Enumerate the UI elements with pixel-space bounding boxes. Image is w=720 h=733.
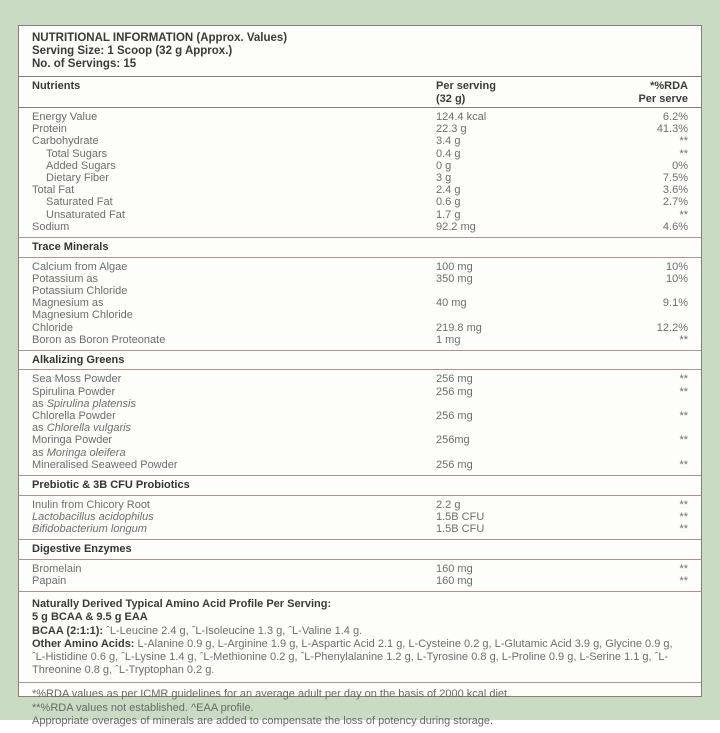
- nutrient-row: [32, 273, 688, 297]
- nutrient-amount: 256 mg: [436, 410, 473, 423]
- amino-other-line: [32, 638, 688, 678]
- nutrient-amount: 22.3 g: [436, 123, 467, 136]
- nutrient-name-line1: Potassium as: [32, 272, 99, 285]
- nutrient-name-line1: Boron as Boron Proteonate: [32, 333, 166, 346]
- nutrient-name-line1: Bifidobacterium longum: [32, 522, 147, 535]
- nutrient-name-line1: Chlorella Powder: [32, 410, 116, 423]
- nutrient-name: [32, 499, 436, 511]
- nutrient-name-line2: [32, 447, 436, 459]
- section-rows: [19, 258, 701, 350]
- nutrient-rda: **: [679, 410, 688, 423]
- nutrient-name: [32, 111, 436, 123]
- nutrient-amount: 256mg: [436, 434, 470, 447]
- nutrient-name-line1: Magnesium as: [32, 297, 104, 310]
- nutrient-row: [32, 334, 688, 346]
- nutrient-amount: 100 mg: [436, 260, 473, 273]
- nutrient-amount: 0 g: [436, 159, 452, 172]
- nutrient-row: [32, 148, 688, 160]
- nutrient-name: [32, 261, 436, 273]
- nutrient-amount: 3.4 g: [436, 135, 461, 148]
- other-amino-values: L-Alanine 0.9 g, L-Arginine 1.9 g, L-Aspartic Acid 2.1 g, L-Cysteine 0.2 g, L-Glutamic Acid 3.9 g, Glycine 0.9 g, ˆL-Histidine 0.6 g, ˆL-Lysine 1.4 g, ˆL-Methionine 0.2 g, ˆL-Phenylalanine 1.2 g, L-Tyrosine 0.8 g, L-Proline 0.9 g, L-Serine 1.1 g, ˆL-Threonine 0.8 g, ˆL-Tryptophan 0.2 g.: [32, 637, 673, 677]
- nutrient-name-line1: Energy Value: [32, 111, 98, 123]
- nutrient-rda: **: [679, 135, 688, 148]
- nutrient-name-line1: Saturated Fat: [46, 196, 113, 209]
- nutrient-amount: 256 mg: [436, 373, 473, 386]
- nutrient-name: [32, 273, 436, 297]
- nutrient-row: [32, 184, 688, 196]
- nutrient-name-line1: Papain: [32, 574, 67, 587]
- nutrient-rda: **: [679, 562, 688, 575]
- section-header: Digestive Enzymes: [19, 539, 701, 560]
- nutrient-row: [32, 111, 688, 123]
- nutrient-rda: 6.2%: [662, 111, 688, 123]
- nutrient-rda: **: [679, 458, 688, 471]
- nutrient-amount: 0.6 g: [436, 196, 461, 209]
- amino-heading: Naturally Derived Typical Amino Acid Profile Per Serving:: [32, 598, 332, 611]
- nutrient-rda: 9.1%: [662, 297, 688, 310]
- nutrient-rda: 10%: [665, 272, 688, 285]
- nutrient-name: [32, 563, 436, 575]
- nutrient-name: [32, 221, 436, 233]
- nutrient-rda: 4.6%: [662, 220, 688, 233]
- nutrient-name: [32, 209, 436, 221]
- nutrient-name: [32, 334, 436, 346]
- nutrient-row: [32, 511, 688, 523]
- nutrient-name: [32, 148, 436, 160]
- section-header: Alkalizing Greens: [19, 350, 701, 371]
- footnote-rda-guidelines: *%RDA values as per ICMR guidelines for an average adult per day on the basis of 2000 kcal diet.: [32, 688, 511, 701]
- nutrient-row: [32, 523, 688, 535]
- nutrient-amount: 2.4 g: [436, 184, 461, 197]
- section-rows: [19, 560, 701, 591]
- nutrient-name-line1: Sea Moss Powder: [32, 373, 122, 386]
- species-prefix: as: [32, 422, 47, 435]
- column-header-row: [19, 76, 701, 108]
- section-rows: [19, 108, 701, 237]
- nutrient-rda: 12.2%: [656, 321, 688, 334]
- servings-count: No. of Servings: 15: [32, 58, 137, 70]
- nutrient-rda: **: [679, 498, 688, 511]
- nutrient-name-line2: [32, 422, 436, 434]
- column-per-serving-line2: (32 g): [436, 92, 466, 105]
- species-name: Moringa oleifera: [46, 446, 126, 459]
- nutrient-name: [32, 434, 436, 458]
- nutrient-amount: 1.7 g: [436, 208, 461, 221]
- nutrient-row: [32, 499, 688, 511]
- nutrient-name-line1: Bromelain: [32, 562, 82, 575]
- nutrient-name: [32, 523, 436, 535]
- nutrient-name-line1: Inulin from Chicory Root: [32, 498, 150, 511]
- nutrient-amount: 124.4 kcal: [436, 111, 487, 123]
- nutrient-name: [32, 575, 436, 587]
- column-per-serving-line1: Per serving: [436, 80, 496, 92]
- nutrient-row: [32, 575, 688, 587]
- label-header: [19, 26, 701, 76]
- nutrient-name-line1: Moringa Powder: [32, 434, 113, 447]
- nutrient-amount: 256 mg: [436, 458, 473, 471]
- nutrient-rda: 7.5%: [662, 172, 688, 185]
- nutrient-name-line1: Calcium from Algae: [32, 260, 128, 273]
- column-rda: [611, 80, 688, 105]
- nutrient-name-line1: Total Fat: [32, 184, 75, 197]
- column-nutrients: Nutrients: [32, 80, 81, 92]
- nutrient-name-line2: Potassium Chloride: [32, 284, 128, 297]
- nutrient-rda: **: [679, 510, 688, 523]
- nutrient-name-line1: Unsaturated Fat: [46, 208, 125, 221]
- nutrient-name: [32, 172, 436, 184]
- nutrient-row: [32, 386, 688, 410]
- other-amino-label: Other Amino Acids:: [32, 637, 135, 650]
- nutrient-name-line1: Total Sugars: [46, 147, 108, 160]
- nutrient-rda: 3.6%: [662, 184, 688, 197]
- species-prefix: as: [32, 446, 47, 459]
- nutrient-amount: 256 mg: [436, 385, 473, 398]
- nutrient-name-line1: Chloride: [32, 321, 73, 334]
- footnote-not-established: **%RDA values not established. ^EAA profile.: [32, 701, 254, 714]
- nutrient-amount: 40 mg: [436, 297, 467, 310]
- nutrient-name-line1: Added Sugars: [46, 159, 116, 172]
- nutrient-name: [32, 196, 436, 208]
- nutrient-rda: **: [679, 574, 688, 587]
- column-rda-line2: Per serve: [638, 92, 688, 105]
- nutrient-row: [32, 459, 688, 471]
- nutrition-facts-panel: [18, 25, 702, 727]
- column-rda-line1: *%RDA: [650, 80, 688, 92]
- nutrient-name: [32, 386, 436, 410]
- nutrient-amount: 0.4 g: [436, 147, 461, 160]
- footnotes: [19, 682, 701, 733]
- nutrient-rda: 10%: [665, 260, 688, 273]
- nutrient-rda: 0%: [672, 159, 688, 172]
- section-rows: [19, 496, 701, 540]
- nutrient-rda: **: [679, 208, 688, 221]
- nutrient-amount: 1 mg: [436, 333, 461, 346]
- section-rows: [19, 370, 701, 475]
- bcaa-values: ˆL-Leucine 2.4 g, ˆL-Isoleucine 1.3 g, ˆL-Valine 1.4 g.: [103, 624, 363, 637]
- nutrient-amount: 160 mg: [436, 574, 473, 587]
- nutrient-name-line1: Protein: [32, 123, 67, 136]
- nutrient-amount: 1.5B CFU: [436, 522, 485, 535]
- nutrient-rda: **: [679, 434, 688, 447]
- nutrient-amount: 219.8 mg: [436, 321, 482, 334]
- nutrient-name: [32, 511, 436, 523]
- species-name: Chlorella vulgaris: [46, 422, 132, 435]
- serving-size: Serving Size: 1 Scoop (32 g Approx.): [32, 45, 233, 57]
- nutrient-name: [32, 184, 436, 196]
- amino-bcaa-line: [32, 625, 688, 638]
- nutrient-rda: **: [679, 333, 688, 346]
- column-per-serving: [436, 80, 611, 105]
- section-header: Trace Minerals: [19, 237, 701, 258]
- nutrient-rda: 2.7%: [662, 196, 688, 209]
- nutrient-rda: **: [679, 522, 688, 535]
- nutrient-name-line2: [32, 398, 436, 410]
- bcaa-label: BCAA (2:1:1):: [32, 624, 104, 637]
- species-prefix: as: [32, 397, 47, 410]
- nutrient-row: [32, 373, 688, 385]
- nutrient-rda: **: [679, 147, 688, 160]
- nutrient-amount: 160 mg: [436, 562, 473, 575]
- nutrient-row: [32, 123, 688, 135]
- nutrient-row: [32, 196, 688, 208]
- nutrient-name-line1: Dietary Fiber: [46, 172, 109, 185]
- nutrient-amount: 92.2 mg: [436, 220, 476, 233]
- nutrient-rda: **: [679, 373, 688, 386]
- nutrient-row: [32, 434, 688, 458]
- nutrient-name: [32, 373, 436, 385]
- nutrient-row: [32, 261, 688, 273]
- section-header: Prebiotic & 3B CFU Probiotics: [19, 475, 701, 496]
- nutrient-name-line1: Lactobacillus acidophilus: [32, 510, 154, 523]
- nutrient-name: [32, 160, 436, 172]
- nutrient-row: [32, 221, 688, 233]
- sections-container: [19, 108, 701, 591]
- nutrient-name-line1: Spirulina Powder: [32, 385, 116, 398]
- nutrient-name-line1: Sodium: [32, 220, 70, 233]
- nutrient-row: [32, 410, 688, 434]
- nutrient-row: [32, 135, 688, 147]
- nutrient-row: [32, 297, 688, 321]
- nutrient-name: [32, 410, 436, 434]
- nutrient-row: [32, 563, 688, 575]
- nutrient-rda: 41.3%: [656, 123, 688, 136]
- nutrient-name-line2: Magnesium Chloride: [32, 309, 133, 322]
- nutrient-name: [32, 297, 436, 321]
- nutrient-name: [32, 123, 436, 135]
- nutrient-amount: 3 g: [436, 172, 452, 185]
- footnote-overages: Appropriate overages of minerals are added to compensate the loss of potency during storage.: [32, 714, 494, 727]
- nutrient-amount: 2.2 g: [436, 498, 461, 511]
- nutrient-row: [32, 322, 688, 334]
- nutrient-rda: **: [679, 385, 688, 398]
- nutrient-name: [32, 322, 436, 334]
- amino-subheading: 5 g BCAA & 9.5 g EAA: [32, 611, 148, 624]
- label-title: NUTRITIONAL INFORMATION (Approx. Values): [32, 32, 288, 44]
- species-name: Spirulina platensis: [46, 397, 136, 410]
- nutrient-name: [32, 135, 436, 147]
- nutrient-amount: 350 mg: [436, 272, 473, 285]
- nutrient-row: [32, 172, 688, 184]
- amino-acid-profile: [19, 591, 701, 682]
- nutrient-name-line1: Mineralised Seaweed Powder: [32, 458, 178, 471]
- nutrient-name-line1: Carbohydrate: [32, 135, 99, 148]
- nutrient-name: [32, 459, 436, 471]
- nutrient-amount: 1.5B CFU: [436, 510, 485, 523]
- nutrient-row: [32, 209, 688, 221]
- nutrient-row: [32, 160, 688, 172]
